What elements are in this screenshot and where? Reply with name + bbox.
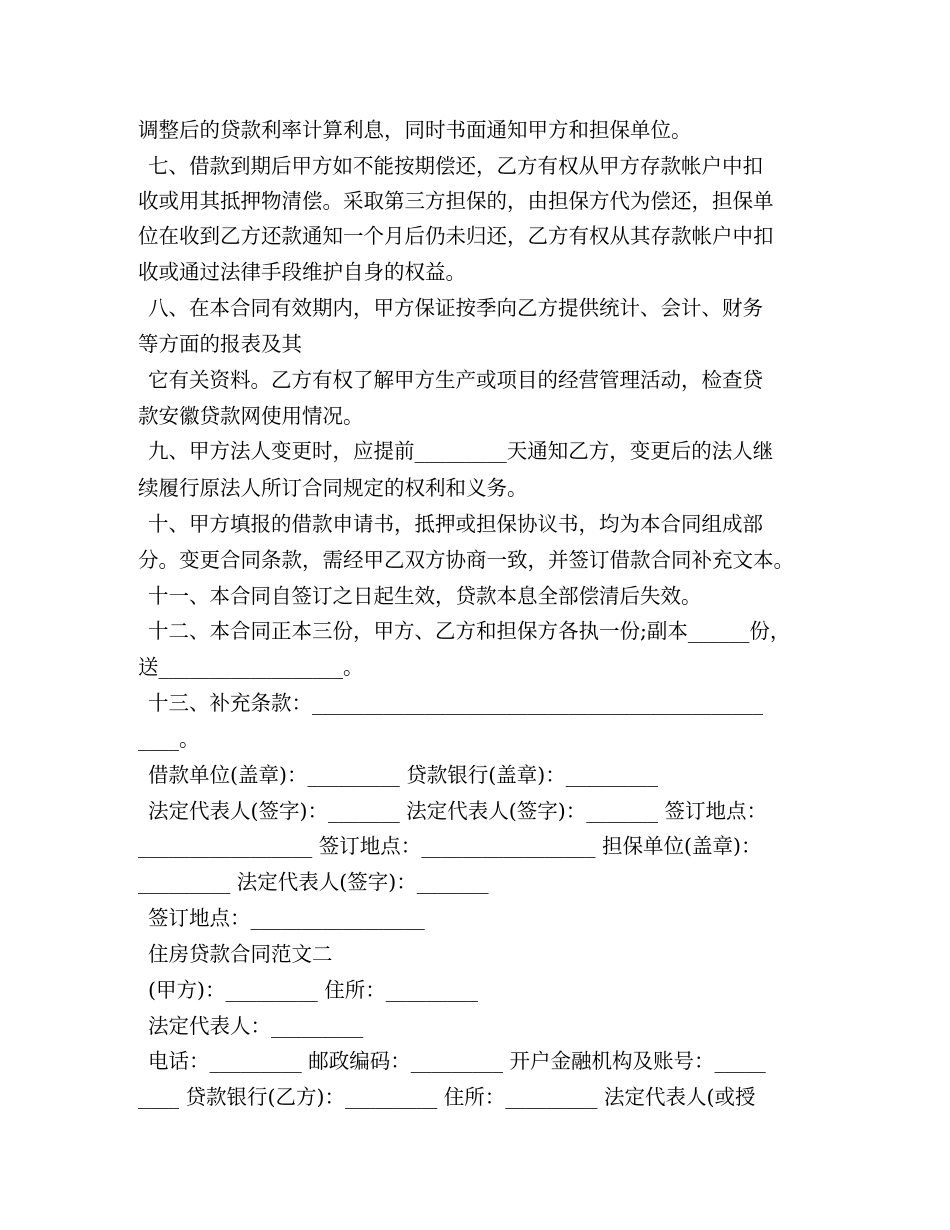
clause-12-line: 十二、本合同正本三份，甲方、乙方和担保方各执一份;副本______份， — [148, 619, 791, 643]
clause-7-line: 七、借款到期后甲方如不能按期偿还，乙方有权从甲方存款帐户中扣 — [148, 154, 763, 178]
paragraph-line: 收或用其抵押物清偿。采取第三方担保的，由担保方代为偿还，担保单 — [138, 189, 774, 213]
paragraph-line: 位在收到乙方还款通知一个月后仍未归还，乙方有权从其存款帐户中扣 — [138, 224, 774, 248]
clause-13-line: 十三、补充条款：____________________________________________ — [148, 691, 763, 715]
signature-line: _________ 法定代表人(签字)：_______ — [138, 870, 489, 894]
clause-9-line: 九、甲方法人变更时，应提前_________天通知乙方，变更后的法人继 — [148, 439, 774, 463]
paragraph-line: 它有关资料。乙方有权了解甲方生产或项目的经营管理活动，检查贷 — [148, 368, 763, 392]
party-line: 法定代表人：_________ — [148, 1014, 364, 1038]
paragraph-line: 等方面的报表及其 — [138, 332, 302, 356]
signature-line: 法定代表人(签字)：_______ 法定代表人(签字)：_______ 签订地点： — [148, 799, 768, 823]
paragraph-line: 款安徽贷款网使用情况。 — [138, 404, 364, 428]
paragraph-line: ____。 — [138, 727, 200, 751]
clause-10-line: 十、甲方填报的借款申请书，抵押或担保协议书，均为本合同组成部 — [148, 512, 763, 536]
party-line: 电话：_________ 邮政编码：_________ 开户金融机构及账号：_____ — [148, 1049, 766, 1073]
paragraph-line: 续履行原法人所订合同规定的权利和义务。 — [138, 476, 528, 500]
signature-line: 签订地点：_________________ — [148, 906, 425, 930]
section-heading: 住房贷款合同范文二 — [148, 942, 333, 966]
paragraph-line: 分。变更合同条款，需经甲乙双方协商一致，并签订借款合同补充文本。 — [138, 548, 794, 572]
party-line: (甲方)：_________ 住所：_________ — [148, 978, 479, 1002]
paragraph-line: 收或通过法律手段维护自身的权益。 — [138, 260, 466, 284]
clause-11-line: 十一、本合同自签订之日起生效，贷款本息全部偿清后失效。 — [148, 584, 702, 608]
signature-line: 借款单位(盖章)：_________ 贷款银行(盖章)：_________ — [148, 763, 659, 787]
paragraph-line: 调整后的贷款利率计算利息，同时书面通知甲方和担保单位。 — [138, 118, 692, 142]
party-line: ____ 贷款银行(乙方)：_________ 住所：_________ 法定代表人(或授 — [138, 1085, 756, 1109]
clause-8-line: 八、在本合同有效期内，甲方保证按季向乙方提供统计、会计、财务 — [148, 296, 763, 320]
paragraph-line: 送__________________。 — [138, 655, 364, 679]
signature-line: _________________ 签订地点：_________________ 担保单位(盖章)： — [138, 834, 762, 858]
